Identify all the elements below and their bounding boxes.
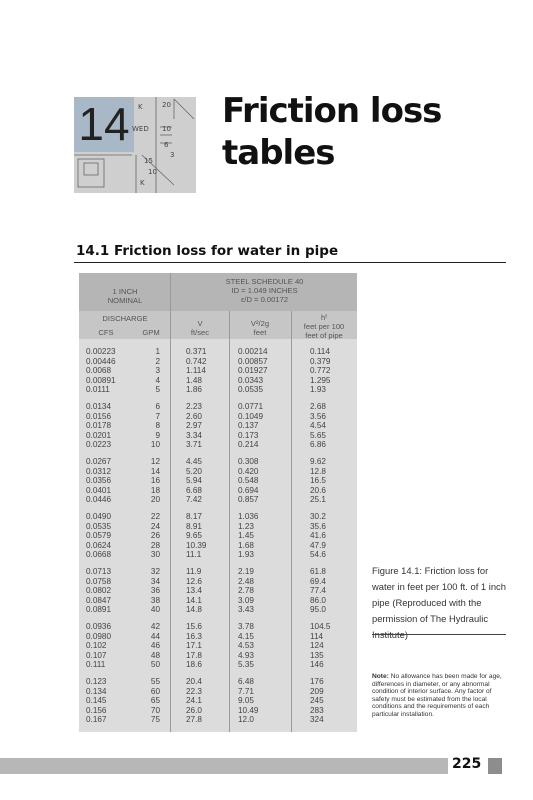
table-cell: 1.295 (310, 375, 331, 385)
table-cell: 245 (310, 696, 324, 706)
table-cell: 6 (155, 402, 160, 411)
chapter-title-line: tables (222, 133, 335, 173)
col-header-gpm: GPM (142, 328, 160, 337)
table-cell: 24.1 (186, 696, 202, 706)
table-cell: 0.772 (310, 366, 331, 376)
table-cell: 24 (150, 521, 160, 531)
table-cell: 0.0490 (86, 512, 112, 521)
table-cell: 0.0178 (86, 421, 112, 431)
table-cell: 0.01927 (238, 366, 268, 376)
table-cell-group (310, 677, 350, 725)
table-cell: 6.48 (238, 677, 254, 686)
table-cell: 14 (150, 466, 160, 476)
table-cell: 0.134 (86, 686, 107, 696)
sketch-label: 10 (148, 168, 157, 176)
table-cell: 3.43 (238, 605, 254, 615)
table-cell-group (132, 567, 160, 615)
table-cell: 0.0267 (86, 457, 112, 466)
page-number: 225 (452, 756, 482, 772)
table-cell: 4.53 (238, 641, 254, 651)
table-cell: 3.34 (186, 430, 202, 440)
table-cell: 0.123 (86, 677, 107, 686)
table-cell: 0.0111 (86, 385, 110, 395)
pipe-size-line: NOMINAL (107, 296, 143, 305)
table-cell: 44 (150, 631, 160, 641)
header-line: feet per 100 (303, 322, 345, 331)
table-cell-group (86, 457, 130, 505)
table-cell: 0.0891 (86, 605, 112, 615)
table-cell: 2.48 (238, 576, 254, 586)
sketch-label: WED (132, 125, 149, 133)
table-cell: 10.49 (238, 705, 259, 715)
table-cell: 7.42 (186, 495, 202, 505)
table-cell: 65 (150, 696, 160, 706)
note-text: No allowance has been made for age, differences in diameter, or any abnormal condition of interior surface. Any factor of safety must be estimated from the local conditions and the requirements of each particular installation. (372, 673, 502, 718)
chapter-number: 14 (74, 97, 134, 152)
header-line: V²/2g (250, 319, 270, 328)
table-cell: 4.15 (238, 631, 254, 641)
table-cell: 32 (150, 567, 160, 576)
table-cell: 0.00446 (86, 356, 116, 366)
table-cell-group (86, 677, 130, 725)
table-cell: 42 (150, 622, 160, 631)
table-cell: 1.45 (238, 531, 254, 541)
table-cell: 0.0343 (238, 375, 264, 385)
table-cell-group (132, 622, 160, 670)
table-cell: 46 (150, 641, 160, 651)
table-cell-group (186, 677, 226, 725)
table-cell-group (132, 512, 160, 560)
table-cell: 1.68 (238, 540, 254, 550)
pipe-schedule-label (172, 277, 357, 304)
chapter-sketch-illustration (74, 97, 196, 193)
table-cell: 15.6 (186, 622, 202, 631)
col-header-cfs: CFS (98, 328, 114, 337)
table-cell-group (86, 347, 130, 395)
table-cell: 5.20 (186, 466, 202, 476)
pipe-size-label (82, 287, 168, 305)
table-cell: 16 (150, 476, 160, 486)
table-cell: 30 (150, 550, 160, 560)
schedule-line: ε/D = 0.00172 (240, 295, 289, 304)
table-cell: 0.173 (238, 430, 259, 440)
table-cell: 0.0847 (86, 595, 112, 605)
table-cell: 5 (155, 385, 160, 395)
table-cell: 0.548 (238, 476, 259, 486)
table-cell-group (238, 512, 284, 560)
table-cell: 70 (150, 705, 160, 715)
table-cell-group (310, 512, 350, 560)
table-cell: 0.0134 (86, 402, 112, 411)
table-cell: 2.78 (238, 586, 254, 596)
table-cell: 4.93 (238, 650, 254, 660)
table-cell: 0.137 (238, 421, 259, 431)
table-cell: 1.114 (186, 366, 206, 376)
table-cell: 17.8 (186, 650, 202, 660)
table-cell: 11.9 (186, 567, 202, 576)
table-cell-group (238, 457, 284, 505)
table-cell: 1.23 (238, 521, 254, 531)
table-cell: 12.8 (310, 466, 326, 476)
table-cell: 2.68 (310, 402, 326, 411)
table-cell: 124 (310, 641, 324, 651)
table-cell: 0.0156 (86, 411, 112, 421)
table-cell: 20.4 (186, 677, 202, 686)
table-cell: 0.0201 (86, 430, 112, 440)
table-cell: 1.036 (238, 512, 259, 521)
table-cell: 11.1 (186, 550, 202, 560)
table-cell-group (238, 677, 284, 725)
table-cell-group (186, 567, 226, 615)
table-cell: 0.694 (238, 485, 259, 495)
table-cell: 0.0936 (86, 622, 112, 631)
table-cell: 54.6 (310, 550, 326, 560)
table-cell: 25.1 (310, 495, 326, 505)
table-cell: 2.23 (186, 402, 202, 411)
table-cell: 13.4 (186, 586, 202, 596)
table-cell: 0.0624 (86, 540, 112, 550)
table-cell: 2.97 (186, 421, 202, 431)
caption-divider (372, 634, 506, 635)
table-cell: 5.94 (186, 476, 202, 486)
table-cell: 176 (310, 677, 324, 686)
table-cell: 0.371 (186, 347, 207, 356)
col-header-head-loss (292, 313, 356, 340)
table-cell: 38 (150, 595, 160, 605)
table-cell: 3.09 (238, 595, 254, 605)
table-cell: 20.6 (310, 485, 326, 495)
footer-bar (0, 758, 448, 774)
table-cell: 8 (155, 421, 160, 431)
table-cell-group (132, 457, 160, 505)
table-cell-group (132, 402, 160, 450)
table-cell: 0.0980 (86, 631, 112, 641)
table-cell: 104.5 (310, 622, 331, 631)
table-cell: 5.35 (238, 660, 254, 670)
table-cell: 9.62 (310, 457, 326, 466)
figure-caption: Figure 14.1: Friction loss for water in feet per 100 ft. of 1 inch pipe (Reproduced with the permission of The Hydraulic (372, 565, 506, 624)
table-cell: 0.00214 (238, 347, 268, 356)
table-cell: 0.00223 (86, 347, 116, 356)
table-cell: 209 (310, 686, 324, 696)
sketch-label: 15 (144, 157, 153, 165)
col-header-velocity (172, 319, 228, 337)
table-cell: 14.8 (186, 605, 202, 615)
table-cell: 0.167 (86, 715, 107, 725)
table-cell: 55 (150, 677, 160, 686)
table-cell-group (186, 622, 226, 670)
table-cell: 14.1 (186, 595, 202, 605)
chapter-title-line: Friction loss (222, 91, 442, 131)
header-line: hᶠ (321, 313, 327, 322)
table-cell: 1.86 (186, 385, 202, 395)
table-cell: 324 (310, 715, 324, 725)
pipe-size-line: 1 INCH (112, 287, 138, 296)
table-cell-group (132, 347, 160, 395)
table-cell: 8.17 (186, 512, 202, 521)
sketch-label: K (138, 103, 143, 111)
sketch-label: 3 (170, 151, 175, 159)
table-cell: 0.156 (86, 705, 107, 715)
table-cell-group (86, 512, 130, 560)
table-cell-group (186, 402, 226, 450)
table-cell: 0.308 (238, 457, 259, 466)
table-cell: 28 (150, 540, 160, 550)
table-cell: 0.742 (186, 356, 207, 366)
header-line: ft/sec (190, 328, 210, 337)
sketch-label: 10 (162, 125, 171, 133)
table-cell: 4.54 (310, 421, 326, 431)
table-cell: 61.8 (310, 567, 326, 576)
table-cell: 4 (155, 375, 160, 385)
table-cell: 0.0713 (86, 567, 112, 576)
table-cell: 9 (155, 430, 160, 440)
table-cell: 10 (150, 440, 160, 450)
table-cell: 77.4 (310, 586, 326, 596)
table-cell: 146 (310, 660, 324, 670)
table-cell: 48 (150, 650, 160, 660)
table-cell: 0.0312 (86, 466, 112, 476)
note-label: Note: (372, 673, 389, 680)
section-divider (74, 262, 506, 263)
table-cell: 7 (155, 411, 160, 421)
table-cell: 0.0535 (86, 521, 112, 531)
table-cell-group (238, 347, 284, 395)
table-cell-group (238, 567, 284, 615)
table-cell: 1.93 (238, 550, 254, 560)
table-cell-group (310, 567, 350, 615)
table-cell: 283 (310, 705, 324, 715)
table-cell-group (310, 457, 350, 505)
table-cell: 16.3 (186, 631, 202, 641)
table-cell: 17.1 (186, 641, 202, 651)
table-cell: 0.0758 (86, 576, 112, 586)
table-cell: 0.0668 (86, 550, 112, 560)
table-cell: 40 (150, 605, 160, 615)
table-cell: 34 (150, 576, 160, 586)
header-line: feet of pipe (305, 331, 343, 340)
table-cell: 36 (150, 586, 160, 596)
table-cell: 12.0 (238, 715, 254, 725)
table-cell-group (238, 622, 284, 670)
table-cell: 0.145 (86, 696, 107, 706)
table-cell: 3.78 (238, 622, 254, 631)
table-cell: 0.0223 (86, 440, 112, 450)
table-cell: 0.214 (238, 440, 259, 450)
header-line: V (197, 319, 203, 328)
col-header-velocity-head (230, 319, 290, 337)
table-cell: 0.00857 (238, 356, 268, 366)
table-cell: 18.6 (186, 660, 202, 670)
header-line: feet (253, 328, 267, 337)
table-cell-group (86, 622, 130, 670)
table-cell: 35.6 (310, 521, 326, 531)
table-cell: 2 (155, 356, 160, 366)
table-cell-group (310, 622, 350, 670)
table-cell: 3.71 (186, 440, 202, 450)
table-note (372, 673, 506, 719)
table-cell-group (310, 347, 350, 395)
table-cell: 69.4 (310, 576, 326, 586)
table-cell: 0.0401 (86, 485, 112, 495)
table-cell-group (186, 347, 226, 395)
table-cell: 0.0446 (86, 495, 112, 505)
table-cell-group (186, 512, 226, 560)
table-cell: 26.0 (186, 705, 202, 715)
table-cell: 0.107 (86, 650, 107, 660)
schedule-line: STEEL SCHEDULE 40 (225, 277, 304, 286)
column-divider (229, 311, 230, 732)
table-cell: 9.65 (186, 531, 202, 541)
table-cell: 7.71 (238, 686, 254, 696)
table-cell: 60 (150, 686, 160, 696)
table-cell: 0.0535 (238, 385, 264, 395)
table-cell: 16.5 (310, 476, 326, 486)
table-cell: 10.39 (186, 540, 207, 550)
table-cell: 0.0771 (238, 402, 264, 411)
footer-marker (488, 758, 502, 774)
table-cell-group (238, 402, 284, 450)
table-cell: 0.0356 (86, 476, 112, 486)
table-cell: 47.9 (310, 540, 326, 550)
sketch-label: 20 (162, 101, 171, 109)
table-cell: 0.857 (238, 495, 259, 505)
table-cell: 22 (150, 512, 160, 521)
table-cell: 9.05 (238, 696, 254, 706)
table-cell: 1.48 (186, 375, 202, 385)
table-cell: 50 (150, 660, 160, 670)
table-cell: 5.65 (310, 430, 326, 440)
column-divider (170, 273, 171, 732)
table-cell-group (86, 567, 130, 615)
table-cell: 30.2 (310, 512, 326, 521)
table-cell: 12.6 (186, 576, 202, 586)
table-cell: 20 (150, 495, 160, 505)
table-cell: 86.0 (310, 595, 326, 605)
table-cell: 0.379 (310, 356, 331, 366)
table-cell: 6.68 (186, 485, 202, 495)
table-cell: 0.114 (310, 347, 330, 356)
discharge-label: DISCHARGE (102, 314, 148, 323)
table-cell: 1.93 (310, 385, 326, 395)
table-cell: 3.56 (310, 411, 326, 421)
table-cell: 27.8 (186, 715, 202, 725)
table-cell: 75 (150, 715, 160, 725)
table-cell: 95.0 (310, 605, 326, 615)
table-cell: 2.19 (238, 567, 254, 576)
table-cell: 0.0579 (86, 531, 112, 541)
column-divider (291, 311, 292, 732)
table-cell: 4.45 (186, 457, 202, 466)
table-cell: 18 (150, 485, 160, 495)
sketch-label: 6 (164, 141, 169, 149)
table-cell-group (186, 457, 226, 505)
table-cell: 12 (150, 457, 160, 466)
table-cell: 0.00891 (86, 375, 116, 385)
table-cell-group (132, 677, 160, 725)
table-cell-group (86, 402, 130, 450)
table-cell: 6.86 (310, 440, 326, 450)
table-cell: 0.102 (86, 641, 107, 651)
table-cell: 22.3 (186, 686, 202, 696)
sketch-label: K (140, 179, 145, 187)
chapter-title (222, 90, 441, 174)
table-cell: 26 (150, 531, 160, 541)
table-cell: 41.6 (310, 531, 326, 541)
table-cell: 114 (310, 631, 324, 641)
section-heading: 14.1 Friction loss for water in pipe (76, 243, 339, 259)
table-cell-group (310, 402, 350, 450)
schedule-line: ID = 1.049 INCHES (231, 286, 298, 295)
table-cell: 0.0802 (86, 586, 112, 596)
table-cell: 0.111 (86, 660, 106, 670)
table-cell: 0.1049 (238, 411, 264, 421)
table-cell: 135 (310, 650, 324, 660)
table-cell: 8.91 (186, 521, 202, 531)
table-cell: 0.0068 (86, 366, 112, 376)
table-cell: 1 (155, 347, 160, 356)
table-cell: 3 (155, 366, 160, 376)
table-cell: 2.60 (186, 411, 202, 421)
table-cell: 0.420 (238, 466, 259, 476)
